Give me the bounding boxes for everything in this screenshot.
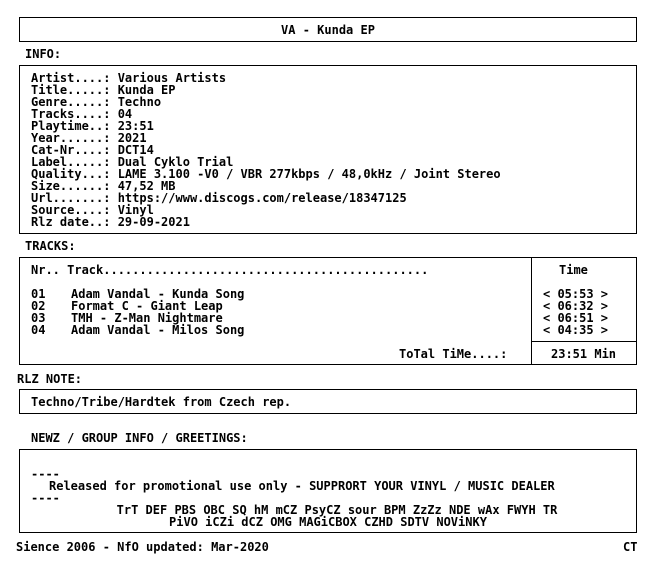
note-text: Techno/Tribe/Hardtek from Czech rep. <box>31 395 292 409</box>
info-line: Genre.....: Techno <box>31 95 162 109</box>
info-line: Rlz date..: 29-09-2021 <box>31 215 190 229</box>
info-line: Cat-Nr....: DCT14 <box>31 143 154 157</box>
track-title: Adam Vandal - Kunda Song <box>71 287 245 301</box>
track-time: < 06:32 > <box>543 299 609 313</box>
info-line: Url.......: https://www.discogs.com/release/18347125 <box>31 191 407 205</box>
track-number: 04 <box>31 323 46 337</box>
greetings-line-1: TrT DEF PBS OBC SQ hM mCZ PsyCZ sour BPM ZzZz NDE wAx FWYH TR <box>116 503 558 517</box>
track-number: 03 <box>31 311 46 325</box>
info-line: Quality...: LAME 3.100 -V0 / VBR 277kbps / 48,0kHz / Joint Stereo <box>31 167 501 181</box>
greetings-line-2: PiVO iCZi dCZ OMG MAGiCBOX CZHD SDTV NOViNKY <box>169 515 487 529</box>
footer-updated: Sience 2006 - NfO updated: Mar-2020 <box>16 540 269 554</box>
track-title: Format C - Giant Leap <box>71 299 223 313</box>
track-time: < 04:35 > <box>543 323 609 337</box>
tracks-section-label: TRACKS: <box>25 239 76 253</box>
total-time-label: ToTal TiMe....: <box>399 347 508 361</box>
track-time: < 05:53 > <box>543 287 609 301</box>
tracks-time-header: Time <box>559 263 588 277</box>
info-line: Year......: 2021 <box>31 131 147 145</box>
track-time: < 06:51 > <box>543 311 609 325</box>
news-dash-top: ---- <box>31 467 60 481</box>
note-section-label: RLZ NOTE: <box>17 372 83 386</box>
news-section-label: NEWZ / GROUP INFO / GREETINGS: <box>31 431 248 445</box>
track-number: 02 <box>31 299 46 313</box>
track-title: TMH - Z-Man Nightmare <box>71 311 223 325</box>
info-line: Artist....: Various Artists <box>31 71 227 85</box>
news-dash-bottom: ---- <box>31 491 60 505</box>
tracks-header: Nr.. Track............................................. <box>31 263 429 277</box>
info-line: Playtime..: 23:51 <box>31 119 154 133</box>
info-section-label: INFO: <box>25 47 62 61</box>
total-time-value: 23:51 Min <box>551 347 617 361</box>
page-title: VA - Kunda EP <box>281 23 375 37</box>
info-line: Title.....: Kunda EP <box>31 83 176 97</box>
info-line: Label.....: Dual Cyklo Trial <box>31 155 234 169</box>
footer-signature: CT <box>623 540 638 554</box>
info-line: Size......: 47,52 MB <box>31 179 176 193</box>
info-line: Tracks....: 04 <box>31 107 133 121</box>
release-text: Released for promotional use only - SUPPRORT YOUR VINYL / MUSIC DEALER <box>49 479 555 493</box>
info-line: Source....: Vinyl <box>31 203 154 217</box>
track-number: 01 <box>31 287 46 301</box>
tracks-total-divider <box>531 341 637 342</box>
track-title: Adam Vandal - Milos Song <box>71 323 245 337</box>
tracks-column-divider <box>531 257 532 365</box>
